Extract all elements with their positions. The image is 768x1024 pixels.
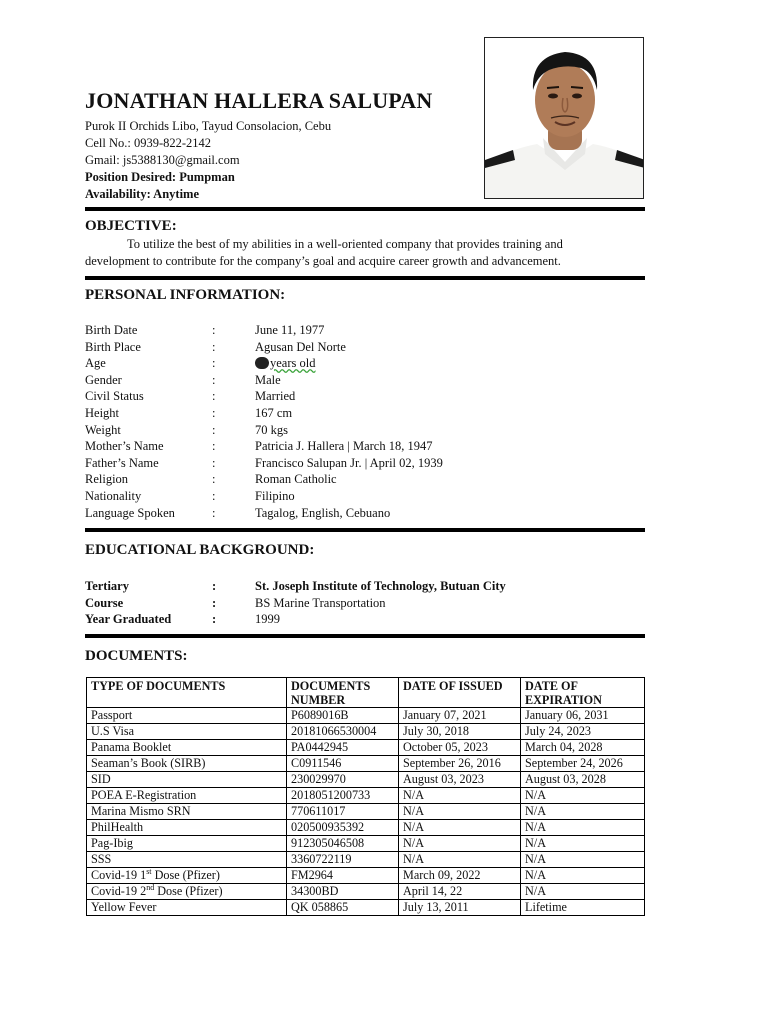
gmail-address: Gmail: js5388130@gmail.com bbox=[85, 153, 240, 167]
table-cell: P6089016B bbox=[287, 708, 399, 724]
address: Purok II Orchids Libo, Tayud Consolacion, Cebu bbox=[85, 119, 332, 133]
table-cell: N/A bbox=[399, 788, 521, 804]
table-cell: August 03, 2028 bbox=[521, 772, 645, 788]
table-cell: March 09, 2022 bbox=[399, 868, 521, 884]
objective-heading: OBJECTIVE: bbox=[85, 218, 177, 234]
table-cell: Marina Mismo SRN bbox=[87, 804, 287, 820]
objective-text bbox=[85, 236, 645, 270]
table-row bbox=[87, 852, 645, 868]
table-row bbox=[87, 724, 645, 740]
table-cell: N/A bbox=[399, 804, 521, 820]
table-cell: April 14, 22 bbox=[399, 884, 521, 900]
applicant-name: JONATHAN HALLERA SALUPAN bbox=[85, 88, 433, 113]
table-cell: January 06, 2031 bbox=[521, 708, 645, 724]
objective-line-1: To utilize the best of my abilities in a well-oriented company that provides training and bbox=[127, 237, 563, 251]
table-cell: Covid-19 2nd Dose (Pfizer) bbox=[87, 884, 287, 900]
table-row bbox=[87, 708, 645, 724]
table-cell: N/A bbox=[521, 852, 645, 868]
table-cell: N/A bbox=[399, 836, 521, 852]
table-cell: C0911546 bbox=[287, 756, 399, 772]
table-cell: 020500935392 bbox=[287, 820, 399, 836]
table-cell: N/A bbox=[521, 804, 645, 820]
table-cell: 770611017 bbox=[287, 804, 399, 820]
table-row bbox=[87, 820, 645, 836]
table-cell: Lifetime bbox=[521, 900, 645, 916]
table-cell: N/A bbox=[399, 852, 521, 868]
redaction-mark bbox=[255, 357, 269, 369]
table-cell: 912305046508 bbox=[287, 836, 399, 852]
table-row bbox=[87, 756, 645, 772]
documents-table-body bbox=[87, 708, 645, 916]
table-cell: Panama Booklet bbox=[87, 740, 287, 756]
portrait-image bbox=[485, 38, 644, 199]
table-cell: August 03, 2023 bbox=[399, 772, 521, 788]
section-divider bbox=[85, 207, 645, 211]
table-header-row bbox=[87, 678, 645, 708]
table-cell: September 24, 2026 bbox=[521, 756, 645, 772]
personal-info-heading: PERSONAL INFORMATION: bbox=[85, 287, 286, 303]
table-row bbox=[87, 788, 645, 804]
section-divider bbox=[85, 634, 645, 638]
table-cell: 3360722119 bbox=[287, 852, 399, 868]
table-cell: SSS bbox=[87, 852, 287, 868]
table-cell: Pag-Ibig bbox=[87, 836, 287, 852]
resume-page: JONATHAN HALLERA SALUPAN Purok II Orchids Libo, Tayud Consolacion, Cebu Cell No.: 0939-822-2142 Gmail: js5388130@gmail.com Position Desired: Pumpman Availability: Anytime OBJECTIVE: To utilize the best of my abilities in a well-oriented company that provides training and development to contribute for the company’s goal and acquire career growth and advancement. PERSONAL INFORMATION: Birth Date : June 11, 1977 Birth Place : Agusan Del Norte Age : years old Gender : Male Civil Status : Married Height : 167 cm Weight : 70 kgs Mother’s Name : Patricia J. Hallera | March 18, 1947 Father’s Name : Francisco Salupan Jr. | April 02, 1939 Religion : Roman Catholic Nationality : Filipino Language Spoken : Tagalog, English, Cebuano EDUCATIONAL BACKGROUND: Tertiary : St. Joseph Institute of Technology, Butuan City Course : BS Marine Transportation Year Graduated : 1999 DOCUMENTS: TYPE OF DOCUMENTS DOCUMENTS NUMBER DATE OF ISSUED DATE OF EXPIRATION Passport P6089016B January 07, 2021 January 06, 2031 U.S Visa 20181066530004 July 30, 2018 July 24, 2023 Panama Booklet PA0442945 October 05, 2023 March 04, 2028 Seaman’s Book (SIRB) C0911546 September 26, 2016 September 24, 2026 SID 230029970 August 03, 2023 August 03, 2028 POEA E-Registration 2018051200733 N/A N/A Marina Mismo SRN 770611017 N/A N/A PhilHealth 020500935392 N/A N/A Pag-Ibig 912305046508 N/A N/A SSS 3360722119 N/A N/A Covid-19 1st Dose (Pfizer) FM2964 March 09, 2022 N/A Covid-19 2nd Dose (Pfizer) 34300BD April 14, 22 N/A Yellow Fever QK 058865 July 13, 2011 Lifetime bbox=[0, 0, 768, 1024]
table-cell: 2018051200733 bbox=[287, 788, 399, 804]
table-row bbox=[87, 836, 645, 852]
table-row bbox=[87, 804, 645, 820]
table-cell: July 24, 2023 bbox=[521, 724, 645, 740]
table-cell: N/A bbox=[521, 884, 645, 900]
table-cell: QK 058865 bbox=[287, 900, 399, 916]
table-cell: N/A bbox=[521, 788, 645, 804]
table-cell: PhilHealth bbox=[87, 820, 287, 836]
table-cell: Covid-19 1st Dose (Pfizer) bbox=[87, 868, 287, 884]
table-cell: Seaman’s Book (SIRB) bbox=[87, 756, 287, 772]
table-cell: N/A bbox=[521, 868, 645, 884]
applicant-photo bbox=[484, 37, 644, 199]
table-cell: N/A bbox=[521, 820, 645, 836]
education-heading: EDUCATIONAL BACKGROUND: bbox=[85, 542, 315, 558]
availability: Availability: Anytime bbox=[85, 187, 200, 201]
table-row bbox=[87, 868, 645, 884]
section-divider bbox=[85, 528, 645, 532]
documents-table bbox=[86, 677, 645, 916]
table-cell: October 05, 2023 bbox=[399, 740, 521, 756]
section-divider bbox=[85, 276, 645, 280]
table-row bbox=[87, 772, 645, 788]
column-header: TYPE OF DOCUMENTS bbox=[87, 678, 287, 708]
table-cell: July 30, 2018 bbox=[399, 724, 521, 740]
table-cell: SID bbox=[87, 772, 287, 788]
table-cell: POEA E-Registration bbox=[87, 788, 287, 804]
column-header: DOCUMENTS NUMBER bbox=[287, 678, 399, 708]
table-cell: Yellow Fever bbox=[87, 900, 287, 916]
table-cell: N/A bbox=[521, 836, 645, 852]
table-cell: 230029970 bbox=[287, 772, 399, 788]
position-desired: Position Desired: Pumpman bbox=[85, 170, 235, 184]
table-cell: U.S Visa bbox=[87, 724, 287, 740]
table-cell: N/A bbox=[399, 820, 521, 836]
contact-block bbox=[85, 118, 331, 203]
table-cell: March 04, 2028 bbox=[521, 740, 645, 756]
table-cell: FM2964 bbox=[287, 868, 399, 884]
table-row bbox=[87, 740, 645, 756]
table-row bbox=[87, 884, 645, 900]
table-cell: 34300BD bbox=[287, 884, 399, 900]
table-cell: July 13, 2011 bbox=[399, 900, 521, 916]
cell-number: Cell No.: 0939-822-2142 bbox=[85, 136, 212, 150]
column-header: DATE OF EXPIRATION bbox=[521, 678, 645, 708]
table-row bbox=[87, 900, 645, 916]
table-cell: September 26, 2016 bbox=[399, 756, 521, 772]
column-header: DATE OF ISSUED bbox=[399, 678, 521, 708]
table-cell: January 07, 2021 bbox=[399, 708, 521, 724]
documents-heading: DOCUMENTS: bbox=[85, 648, 188, 664]
objective-line-2: development to contribute for the company’s goal and acquire career growth and advancement. bbox=[85, 254, 561, 268]
table-cell: PA0442945 bbox=[287, 740, 399, 756]
table-cell: 20181066530004 bbox=[287, 724, 399, 740]
table-cell: Passport bbox=[87, 708, 287, 724]
